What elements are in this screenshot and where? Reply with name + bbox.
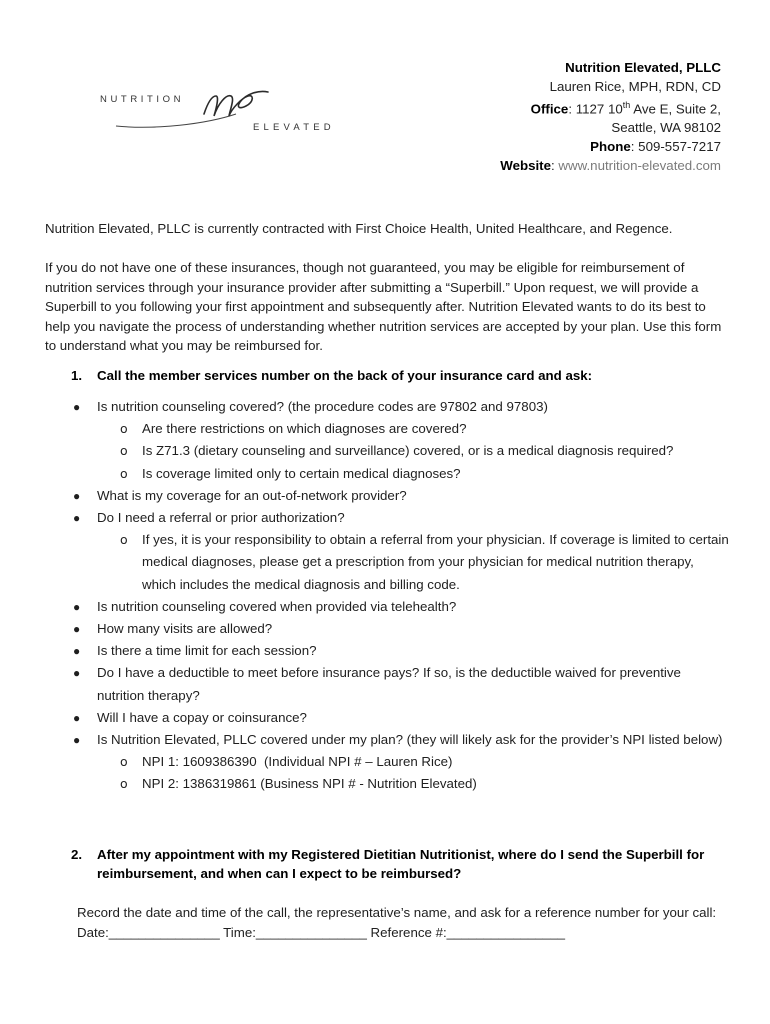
list-item (70, 596, 730, 618)
company-name: Nutrition Elevated, PLLC (565, 60, 721, 75)
sub-question-text: Is Z71.3 (dietary counseling and surveillance) covered, or is a medical diagnosis required? (142, 443, 674, 459)
website-line (500, 156, 721, 175)
sub-list-item (70, 440, 730, 462)
question-text: Do I need a referral or prior authorization? (97, 510, 345, 526)
phone-label: Phone (590, 139, 631, 155)
bullet-icon: ● (73, 710, 81, 725)
office-street-number: : 1127 10 (568, 101, 623, 117)
npi-business: NPI 2: 1386319861 (Business NPI # - Nutrition Elevated) (142, 776, 477, 792)
superbill-intro-paragraph: If you do not have one of these insurances, though not guaranteed, you may be eligible for reimbursement of nutrition services through your insurance provider after submitting a “Superbill.” Upon request, we will provide a Superbill to you following your first appointment and subsequently after. Nutrition Elevated wants to do its best to help you navigate the process of understanding whether nutrition services are accepted by your plan. Use this form to understand what you may be reimbursed for. (45, 260, 722, 353)
question-text: How many visits are allowed? (97, 621, 273, 637)
circle-bullet-icon: o (120, 443, 128, 459)
section-2-title-line2: reimbursement, and when can I expect to be reimbursed? (97, 866, 462, 881)
website-separator: : (551, 158, 559, 174)
circle-bullet-icon: o (120, 754, 128, 770)
office-street: Ave E, Suite 2, (630, 101, 721, 117)
question-text: Is nutrition counseling covered when provided via telehealth? (97, 598, 457, 614)
section-2-title-line1: After my appointment with my Registered Dietitian Nutritionist, where do I send the Superbill for (97, 847, 705, 862)
bullet-icon: ● (73, 511, 81, 526)
section-1-heading (71, 366, 592, 385)
sub-list-item (70, 773, 730, 795)
section-1-number: 1. (71, 368, 83, 383)
section-2-heading (71, 845, 711, 883)
question-text: What is my coverage for an out-of-network provider? (97, 487, 407, 503)
sub-question-text: Are there restrictions on which diagnoses are covered? (142, 421, 467, 437)
bullet-icon: ● (73, 599, 81, 614)
section-1-title: Call the member services number on the back of your insurance card and ask: (97, 368, 593, 383)
list-item (70, 707, 730, 729)
bullet-icon: ● (73, 400, 81, 414)
contracted-insurers-text: Nutrition Elevated, PLLC is currently contracted with First Choice Health, United Healthcare, and Regence. (45, 221, 673, 236)
bullet-icon: ● (73, 644, 81, 659)
sub-question-text: Is coverage limited only to certain medical diagnoses? (142, 465, 461, 481)
logo-wordmark-top: NUTRITION (100, 94, 185, 105)
bullet-icon: ● (73, 622, 81, 637)
list-item (70, 729, 730, 751)
sub-list-item (70, 418, 730, 440)
list-item (70, 618, 730, 640)
circle-bullet-icon: o (120, 532, 128, 548)
letterhead (500, 58, 721, 175)
sub-list-item (70, 529, 730, 596)
question-text: Do I have a deductible to meet before insurance pays? If so, is the deductible waived for preventive nutrition therapy? (97, 665, 681, 703)
bullet-icon: ● (73, 733, 81, 748)
provider-name: Lauren Rice, MPH, RDN, CD (549, 79, 721, 94)
office-ordinal: th (622, 100, 631, 110)
question-text: Will I have a copay or coinsurance? (97, 709, 307, 725)
circle-bullet-icon: o (120, 465, 128, 481)
bullet-icon: ● (73, 666, 81, 681)
question-text: Is Nutrition Elevated, PLLC covered under my plan? (they will likely ask for the provider’s NPI listed below) (97, 732, 723, 748)
list-item (70, 662, 730, 706)
website-label: Website (500, 158, 552, 174)
website-link[interactable]: www.nutrition-elevated.com (558, 158, 721, 174)
list-item (70, 640, 730, 662)
call-record-fields: Record the date and time of the call, the representative’s name, and ask for a reference number for your call: Date:_______________ Time:_______________ Reference #:________________ (77, 905, 717, 940)
section-2-number: 2. (71, 847, 83, 862)
company-logo (96, 84, 336, 136)
list-item (70, 485, 730, 507)
question-text: Is there a time limit for each session? (97, 643, 317, 659)
question-text: Is nutrition counseling covered? (the procedure codes are 97802 and 97803) (97, 399, 548, 414)
phone-line (500, 137, 721, 156)
list-item (70, 396, 730, 418)
npi-individual: NPI 1: 1609386390 (Individual NPI # – Lauren Rice) (142, 754, 453, 770)
sub-list-item (70, 463, 730, 485)
logo-wordmark-bottom: ELEVATED (253, 122, 335, 133)
sub-question-text: If yes, it is your responsibility to obtain a referral from your physician. If coverage is limited to certain medical diagnoses, please get a prescription from your physician for medical nutrition therapy, which includes the medical diagnosis and billing code. (142, 532, 729, 592)
sub-list-item (70, 751, 730, 773)
phone-number: : 509-557-7217 (630, 139, 721, 155)
office-address (500, 96, 721, 118)
office-label: Office (530, 101, 569, 117)
bullet-icon: ● (73, 488, 81, 503)
circle-bullet-icon: o (120, 421, 128, 437)
office-city: Seattle, WA 98102 (611, 120, 721, 136)
question-list (70, 396, 730, 796)
list-item (70, 507, 730, 529)
circle-bullet-icon: o (120, 776, 128, 792)
